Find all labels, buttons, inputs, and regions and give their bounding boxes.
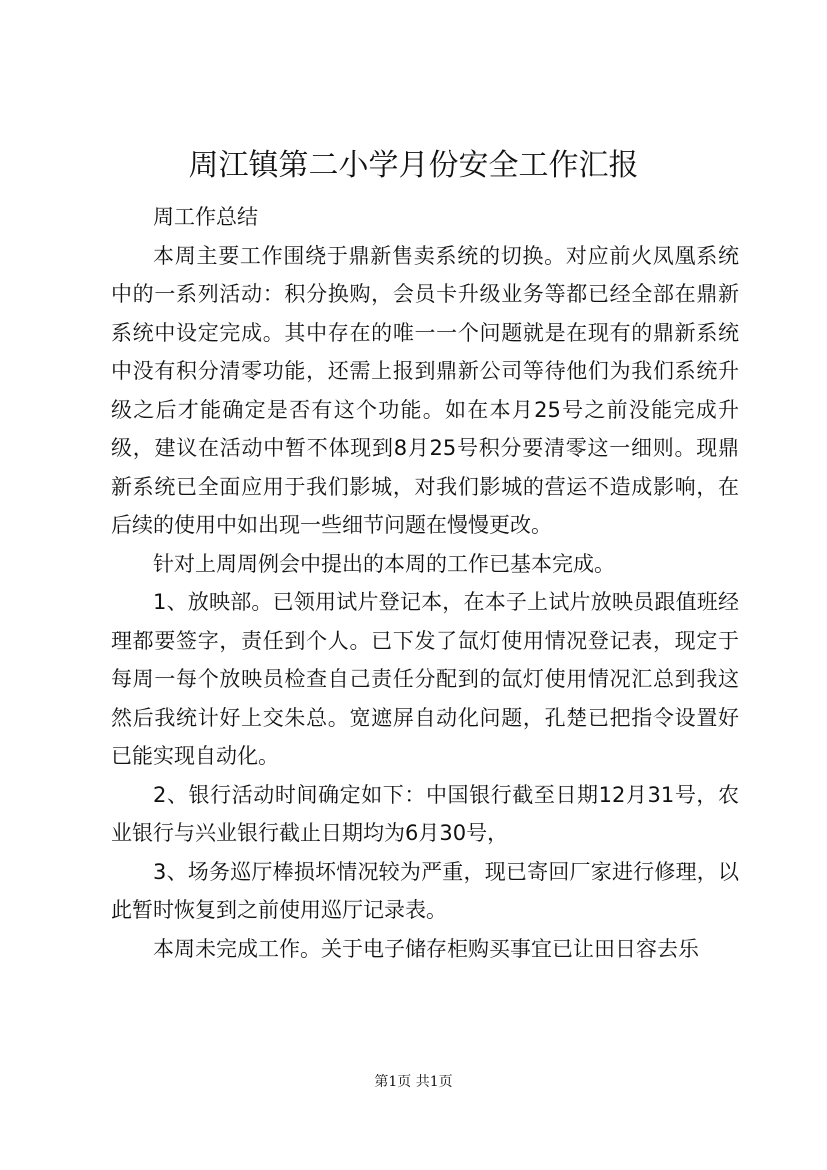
paragraph-bank-activity: 2、银行活动时间确定如下：中国银行截至日期12月31号，农业银行与兴业银行截止日期均为6月30号， (111, 782, 739, 845)
paragraph-patrol-baton: 3、场务巡厅棒损坏情况较为严重，现已寄回厂家进行修理，以此暂时恢复到之前使用巡厅记录表。 (111, 859, 739, 922)
paragraph-heading: 周工作总结 (153, 205, 258, 229)
document-body (111, 198, 739, 968)
paragraph-projection-dept: 1、放映部。已领用试片登记本，在本子上试片放映员跟值班经理都要签字，责任到个人。已下发了氙灯使用情况登记表，现定于每周一每个放映员检查自己责任分配到的氙灯使用情况汇总到我这然后我统计好上交朱总。宽遮屏自动化问题，孔楚已把指令设置好已能实现自动化。 (111, 590, 739, 768)
paragraph-tasks-complete: 针对上周周例会中提出的本周的工作已基本完成。 (153, 551, 615, 576)
paragraph-system-switch: 本周主要工作围绕于鼎新售卖系统的切换。对应前火凤凰系统中的一系列活动：积分换购，会员卡升级业务等都已经全部在鼎新系统中设定完成。其中存在的唯一一个问题就是在现有的鼎新系统中没有积分清零功能，还需上报到鼎新公司等待他们为我们系统升级之后才能确定是否有这个功能。如在本月25号之前没能完成升级，建议在活动中暂不体现到8月25号积分要清零这一细则。现鼎新系统已全面应用于我们影城，对我们影城的营运不造成影响，在后续的使用中如出现一些细节问题在慢慢更改。 (111, 243, 739, 537)
paragraph-incomplete-work: 本周未完成工作。关于电子储存柜购买事宜已让田日容去乐 (153, 936, 699, 961)
page-number-footer: 第1页 共1页 (374, 1074, 453, 1090)
document-title: 周江镇第二小学月份安全工作汇报 (188, 148, 639, 183)
